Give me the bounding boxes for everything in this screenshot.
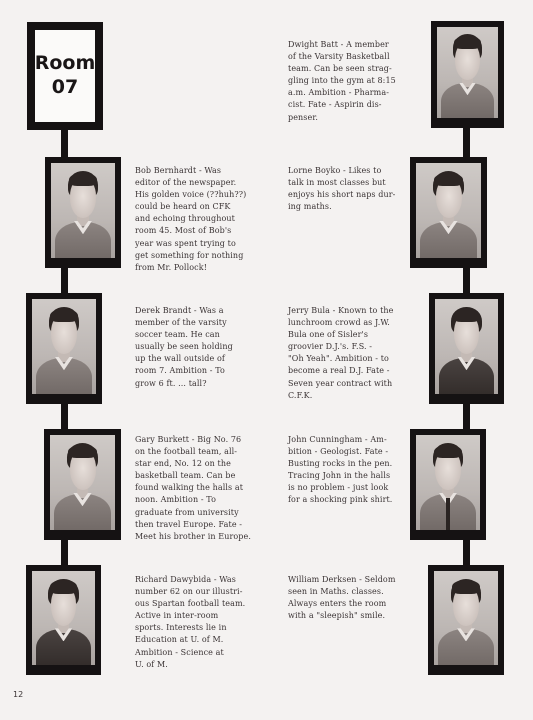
portrait-photo [32,299,96,394]
room-title [33,28,97,124]
portrait-photo [50,435,115,530]
blurb-lorne-boyko: Lorne Boyko - Likes to talk in most classes but enjoys his short naps dur- ing maths. [288,166,396,212]
blurb-gary-burkett: Gary Burkett - Big No. 76 on the football team, all- star end, No. 12 on the basketball team. Can be found walking the halls at noon. Ambition - To graduate from university then travel Europe. Fate - Meet his brother in Europe. [135,435,251,541]
portrait-bob-bernhardt [45,157,121,268]
blurb-derek-brandt: Derek Brandt - Was a member of the varsity soccer team. He can usually be seen holding up the wall outside of room 7. Ambition - To grow 6 ft. ... tall? [135,306,233,388]
portrait-photo [51,163,115,258]
portrait-lorne-boyko [410,157,487,268]
portrait-derek-brandt [26,293,102,404]
portrait-photo [416,163,481,258]
portrait-gary-burkett [44,429,121,540]
portrait-photo [435,299,498,394]
portrait-photo [437,27,498,118]
portrait-jerry-bula [429,293,504,404]
portrait-photo [32,571,95,665]
portrait-richard-dawybida [26,565,101,675]
portrait-william-derksen [428,565,504,675]
room-number: 07 [51,76,79,98]
portrait-john-cunningham [410,429,486,540]
blurb-william-derksen: William Derksen - Seldom seen in Maths. classes. Always enters the room with a "sleepish" smile. [288,575,396,621]
blurb-richard-dawybida: Richard Dawybida - Was number 62 on our illustri- ous Spartan football team. Active in inter-room sports. Interests lie in Education at U. of M. Ambition - Science at U. of M. [135,575,246,669]
portrait-photo [434,571,498,665]
blurb-jerry-bula: Jerry Bula - Known to the lunchroom crowd as J.W. Bula one of Sisler's groovier D.J.'s. F.S. - "Oh Yeah". Ambition - to become a real D.J. Fate - Seven year contract with C.F.K. [288,306,394,400]
page-number: 12 [13,690,24,699]
portrait-dwight-batt [431,21,504,128]
blurb-john-cunningham: John Cunningham - Am- bition - Geologist. Fate - Busting rocks in the pen. Tracing John in the halls is no problem - just look for a shocking pink shirt. [288,435,393,505]
blurb-dwight-batt: Dwight Batt - A member of the Varsity Basketball team. Can be seen strag- gling into the gym at 8:15 a.m. Ambition - Pharma- cist. Fate - Aspirin dis- penser. [288,40,396,122]
room-title-box [27,22,103,130]
portrait-photo [416,435,480,530]
room-label: Room [34,52,96,75]
blurb-bob-bernhardt: Bob Bernhardt - Was editor of the newspaper. His golden voice (??huh??) could be heard on CFK and echoing throughout room 45. Most of Bob's year was spent trying to get something for nothing from Mr. Pollock! [135,166,247,272]
